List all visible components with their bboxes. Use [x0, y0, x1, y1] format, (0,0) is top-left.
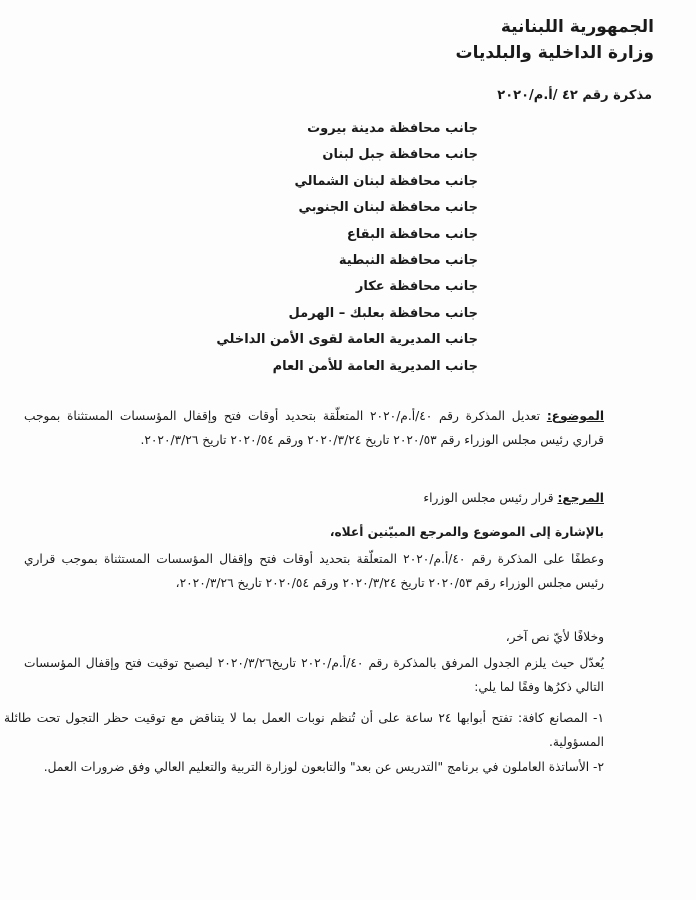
main-paragraph: وعطفًا على المذكرة رقم ٤٠/أ.م/٢٠٢٠ المتعلّقة بتحديد أوقات فتح وإقفال المؤسسات المستثناة بموجب قراري رئيس مجلس الوزراء رقم ٢٠٢٠/٥٣ تاريخ ٢٠٢٠/٣/٢٤ ورقم ٢٠٢٠/٥٤ تاريخ ٢٠٢٠/٣/٢٦، — [24, 552, 604, 590]
recipient-item: جانب محافظة مدينة بيروت — [307, 121, 478, 136]
recipients-list — [216, 116, 478, 380]
ministry-name: وزارة الداخلية والبلديات — [455, 43, 654, 63]
country-name: الجمهورية اللبنانية — [500, 17, 654, 37]
subject-label: الموضوع: — [546, 409, 604, 423]
intro-paragraph: بالإشارة إلى الموضوع والمرجع المبيّنين أعلاه، — [329, 525, 604, 539]
recipient-item: جانب محافظة لبنان الشمالي — [294, 173, 478, 189]
recipient-item: جانب محافظة بعلبك – الهرمل — [288, 305, 478, 321]
recipient-item: جانب المديرية العامة للأمن العام — [272, 358, 478, 374]
recipient-item: جانب محافظة لبنان الجنوبي — [298, 200, 478, 216]
recipient-item: جانب المديرية العامة لقوى الأمن الداخلي — [216, 332, 478, 348]
reference-text: قرار رئيس مجلس الوزراء — [423, 491, 554, 505]
letterhead — [456, 14, 654, 66]
recipient-item: جانب محافظة البقاع — [346, 226, 478, 242]
reference-paragraph — [24, 487, 604, 511]
amendment-paragraph: يُعدّل حيث يلزم الجدول المرفق بالمذكرة رقم ٤٠/أ.م/٢٠٢٠ تاريخ٢٠٢٠/٣/٢٦ ليصبح توقيت فتح وإقفال المؤسسات التالي ذكرُها وفقًا لما يلي: — [24, 656, 605, 694]
list-item-factories: ١- المصانع كافة: تفتح أبوابها ٢٤ ساعة على أن تُنظم نوبات العمل بما لا يتناقض مع توقيت حظر التجول تحت طائلة المسؤولية. — [4, 711, 605, 749]
recipient-item: جانب محافظة جبل لبنان — [322, 147, 478, 163]
recipient-item: جانب محافظة النبطية — [338, 252, 478, 268]
subject-paragraph — [24, 405, 604, 452]
reference-label: المرجع: — [557, 491, 604, 505]
list-item-teachers: ٢- الأساتذة العاملون في برنامج "التدريس عن بعد" والتابعون لوزارة التربية والتعليم العالي وفق ضرورات العمل. — [43, 760, 604, 774]
override-paragraph: وخلافًا لأيّ نص آخر، — [505, 630, 604, 644]
subject-text: تعديل المذكرة رقم ٤٠/أ.م/٢٠٢٠ المتعلّقة بتحديد أوقات فتح وإقفال المؤسسات المستثناة بموجب قراري رئيس مجلس الوزراء رقم ٢٠٢٠/٥٣ تاريخ ٢٠٢٠/٣/٢٤ ورقم ٢٠٢٠/٥٤ تاريخ ٢٠٢٠/٣/٢٦. — [24, 409, 604, 447]
recipient-item: جانب محافظة عكار — [355, 279, 478, 295]
memo-number: مذكرة رقم ٤٢ /أ.م/٢٠٢٠ — [497, 88, 652, 103]
